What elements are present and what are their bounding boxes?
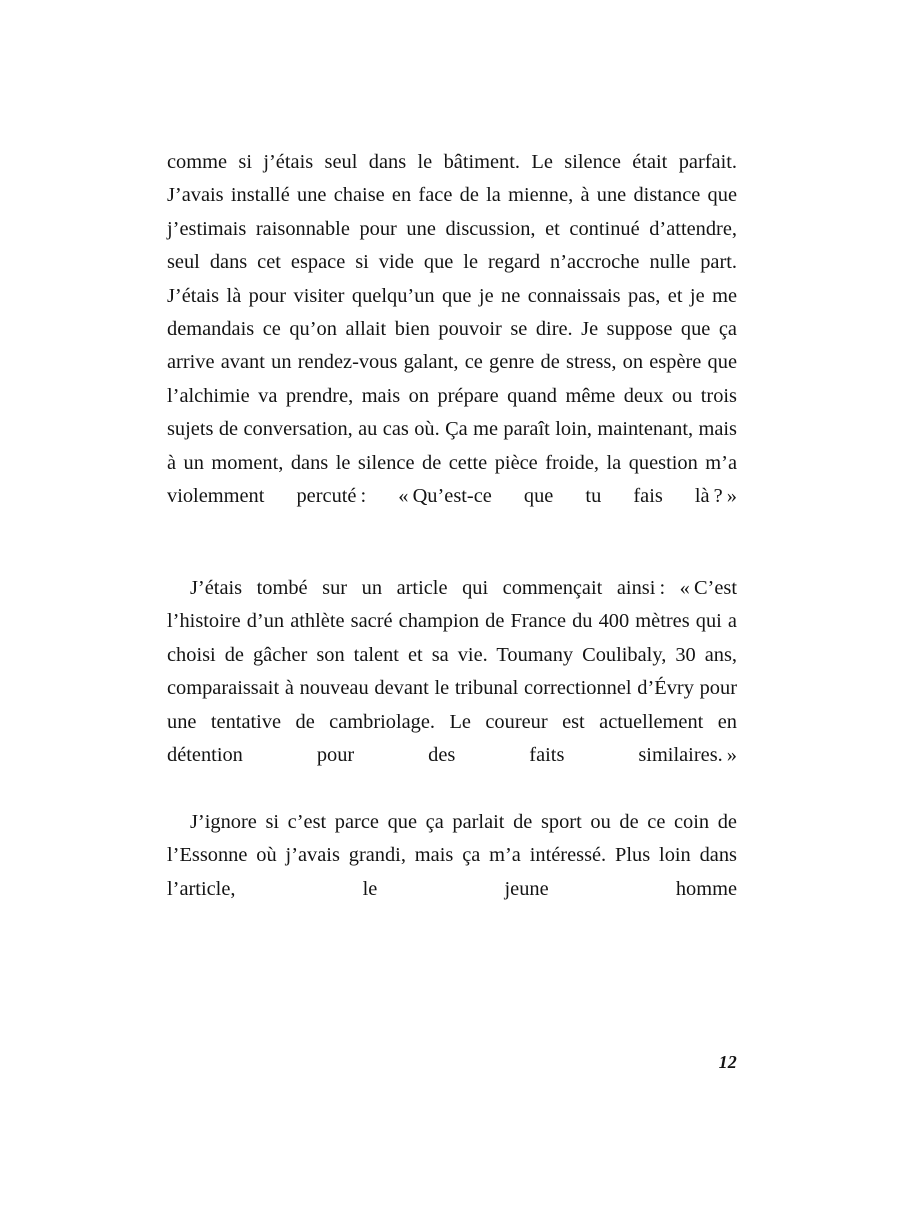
page-text-block [167, 146, 737, 939]
paragraph-article-quote: J’étais tombé sur un article qui commençait ainsi : « C’est l’histoire d’un athlète sacré champion de France du 400 mètres qui a choisi de gâcher son talent et sa vie. Toumany Coulibaly, 30 ans, comparaissait à nouveau devant le tribunal correctionnel d’Évry pour une tentative de cambriolage. Le coureur est actuellement en détention pour des faits similaires. » [167, 576, 737, 766]
paragraph-continued: comme si j’étais seul dans le bâtiment. Le silence était parfait. J’avais installé une chaise en face de la mienne, à une distance que j’estimais raisonnable pour une discussion, et continué d’attendre, seul dans cet espace si vide que le regard n’accroche nulle part. J’étais là pour visiter quelqu’un que je ne connaissais pas, et je me demandais ce qu’on allait bien pouvoir se dire. Je suppose que ça arrive avant un rendez-vous galant, ce genre de stress, on espère que l’alchimie va prendre, mais on prépare quand même deux ou trois sujets de conversation, au cas où. Ça me paraît loin, maintenant, mais à un moment, dans le silence de cette pièce froide, la question m’a violemment percuté : « Qu’est-ce que tu fais là ? » [167, 151, 737, 508]
page-number: 12 [718, 1052, 737, 1072]
paragraph-reaction: J’ignore si c’est parce que ça parlait de sport ou de ce coin de l’Essonne où j’avais grandi, mais ça m’a intéressé. Plus loin dans l’article, le jeune homme [167, 810, 737, 900]
